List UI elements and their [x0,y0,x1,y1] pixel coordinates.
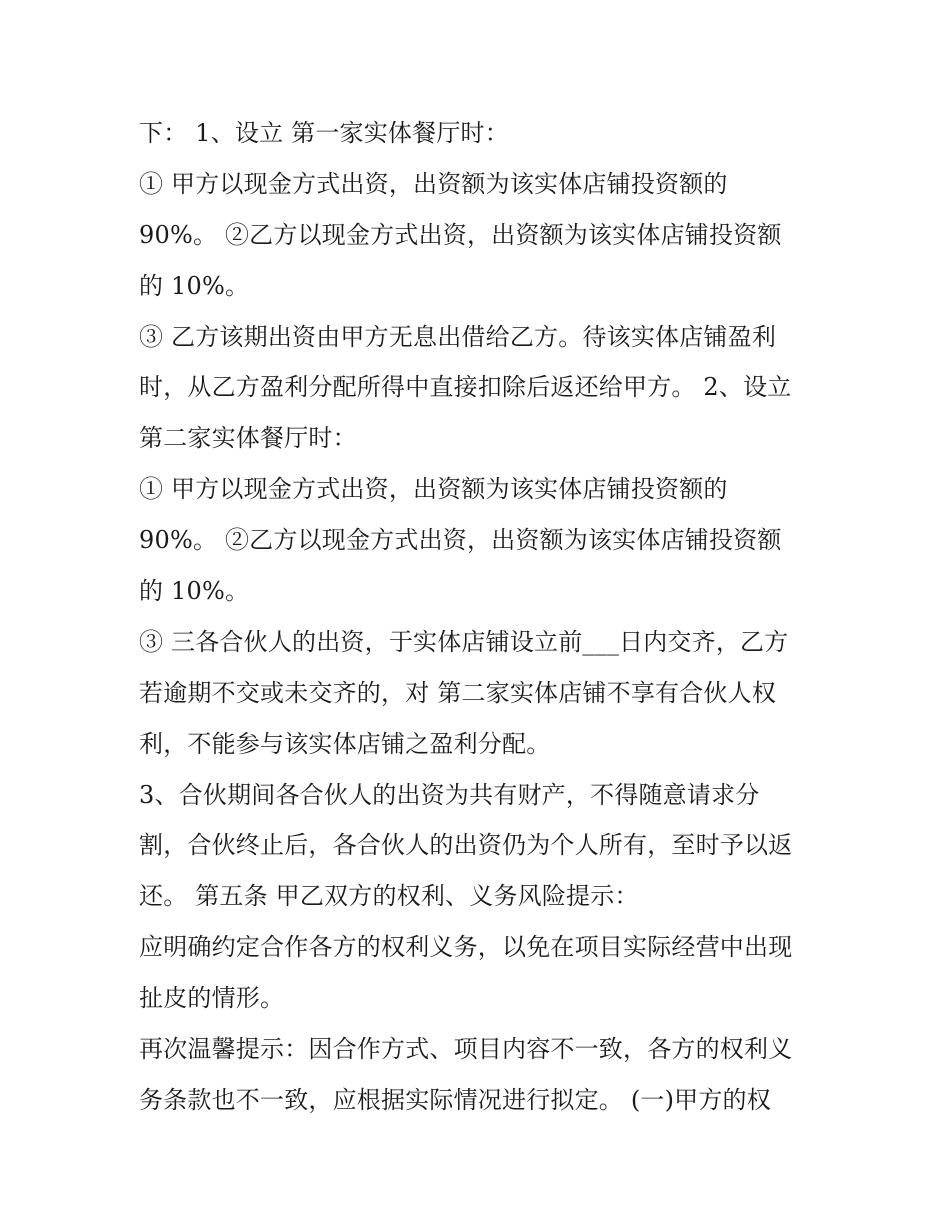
text-line: ③ 乙方该期出资由甲方无息出借给乙方。待该实体店铺盈利 [139,322,777,351]
text-line: 务条款也不一致，应根据实际情况进行拟定。 (一)甲方的权 [139,1085,771,1114]
text-line: 3、合伙期间各合伙人的出资为共有财产，不得随意请求分 [139,780,760,809]
text-line: 的 10%。 [139,271,250,300]
text-line: ① 甲方以现金方式出资，出资额为该实体店铺投资额的 [139,169,728,198]
text-line: 90%。 ②乙方以现金方式出资，出资额为该实体店铺投资额 [139,526,782,555]
text-line: 利，不能参与该实体店铺之盈利分配。 [139,729,551,758]
text-line: 还。 第五条 甲乙双方的权利、义务风险提示： [139,882,639,911]
text-line: 扯皮的情形。 [139,984,285,1013]
text-line: ① 甲方以现金方式出资，出资额为该实体店铺投资额的 [139,475,728,504]
text-line: 时，从乙方盈利分配所得中直接扣除后返还给甲方。 2、设立 [139,373,792,402]
text-line: 应明确约定合作各方的权利义务，以免在项目实际经营中出现 [139,933,793,962]
text-line: 再次温馨提示：因合作方式、项目内容不一致，各方的权利义 [139,1035,793,1064]
text-line: 割，合伙终止后，各合伙人的出资仍为个人所有，至时予以返 [139,831,793,860]
document-body [139,108,829,1126]
text-line: ③ 三各合伙人的出资，于实体店铺设立前___日内交齐，乙方 [139,627,789,656]
text-line: 的 10%。 [139,577,250,606]
text-line: 若逾期不交或未交齐的，对 第二家实体店铺不享有合伙人权 [139,678,777,707]
text-line: 90%。 ②乙方以现金方式出资，出资额为该实体店铺投资额 [139,220,782,249]
text-line: 下： 1、设立 第一家实体餐厅时： [139,119,509,147]
text-line: 第二家实体餐厅时： [139,424,357,453]
